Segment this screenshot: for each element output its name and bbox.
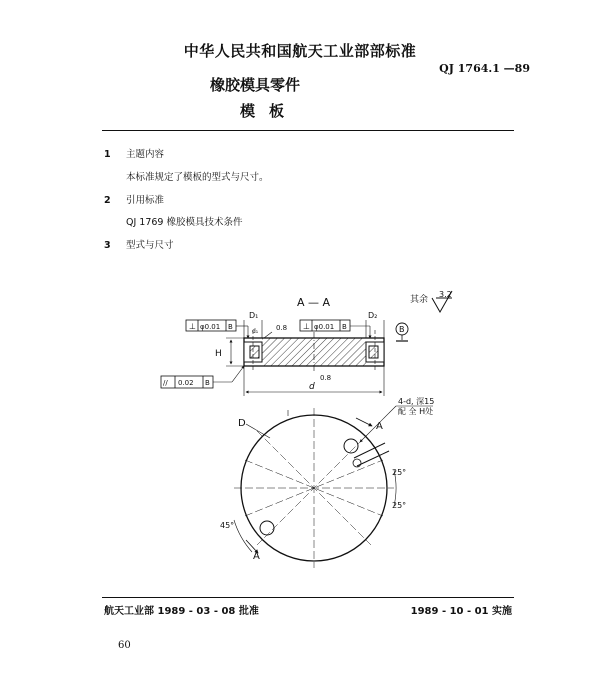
dimension-d: d [309,382,315,392]
dimension-H: H [215,349,222,359]
chamfer-note: 0.8 [276,324,288,332]
svg-text:φ0.01: φ0.01 [314,323,335,331]
svg-text:⊥: ⊥ [189,322,196,331]
section-1-body: 本标准规定了模板的型式与尺寸。 [126,172,269,183]
dimension-d1: d₁ [252,328,259,335]
svg-text:φ0.01: φ0.01 [200,323,221,331]
page-number: 60 [118,640,131,651]
svg-text:B: B [228,323,233,331]
datum-label: B [399,325,405,334]
svg-text:0.02: 0.02 [178,379,194,387]
section-view-label: A — A [297,296,331,309]
section-3-title: 型式与尺寸 [126,240,174,251]
hole-note-line1: 4-d, 深15 [398,397,435,406]
dimension-D: D [238,418,246,429]
section-arrow-top [356,418,372,426]
left-insert-hatch [250,346,259,358]
svg-text:B: B [342,323,347,331]
document-subtitle: 模板 [239,102,298,120]
section-2-number: 2 [104,195,111,206]
section-3-number: 3 [104,240,111,251]
hole-note-line2: 配 全 H处 [398,407,434,416]
section-1-title: 主题内容 [126,149,165,160]
angle-25-lower: 25° [392,501,407,510]
roughness-value: 3.2 [439,290,452,299]
dimension-D2: D₂ [368,311,378,320]
implementation-date: 1989 - 10 - 01 实施 [410,606,512,617]
footer-rule [102,597,514,598]
parallelism-frame [161,366,244,388]
standard-code: QJ 1764.1 —89 [439,62,530,75]
right-insert-hatch [369,346,378,358]
svg-text://: // [163,379,168,387]
section-label-bottom: A [253,551,260,562]
tolerance-frame-left [186,320,248,338]
section-2-body: QJ 1769 橡胶模具技术条件 [126,217,243,228]
dimension-D1: D₁ [249,311,259,320]
issuing-organization: 中华人民共和国航天工业部部标准 [183,42,417,60]
roughness-note-label: 其余 [410,295,429,305]
document-title: 橡胶模具零件 [209,76,300,94]
section-1-number: 1 [104,149,111,160]
bottom-surface-note: 0.8 [320,374,332,382]
section-label-top: A [376,421,383,432]
mounting-hole-bottom-left [260,521,274,535]
svg-text:⊥: ⊥ [303,322,310,331]
approval-date: 航天工业部 1989 - 03 - 08 批准 [104,606,259,617]
svg-text:B: B [205,379,210,387]
section-2-title: 引用标准 [126,195,165,206]
angle-25-upper: 25° [392,468,407,477]
tolerance-frame-right [300,320,370,338]
angle-45: 45° [220,521,235,530]
